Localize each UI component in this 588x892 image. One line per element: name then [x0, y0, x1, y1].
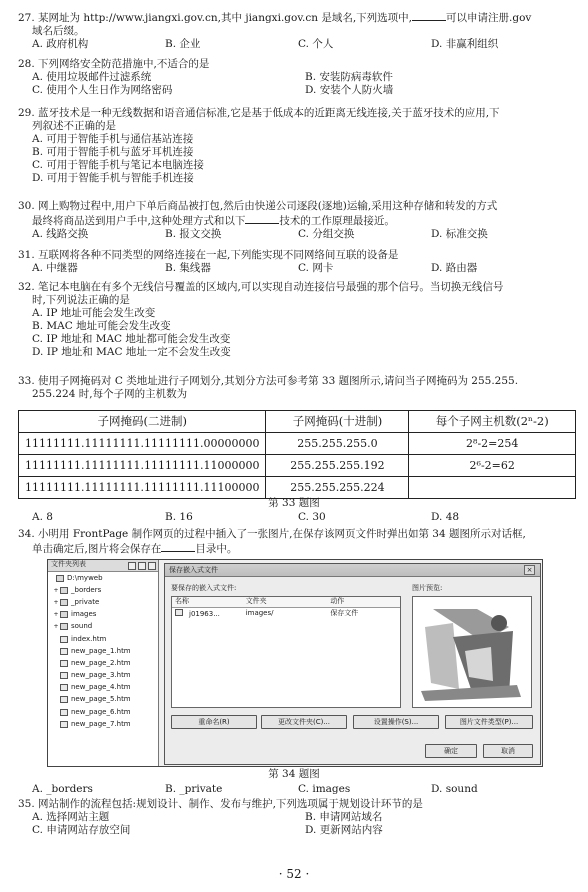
option-d: D. 可用于智能手机与智能手机连接: [32, 172, 194, 184]
change-folder-button[interactable]: 更改文件夹(C)...: [261, 715, 347, 729]
option-d: D. 48: [431, 511, 460, 523]
option-a: A. 可用于智能手机与通信基站连接: [32, 133, 194, 145]
figure-34-caption: 第 34 题图: [268, 768, 320, 780]
table-header: 子网掩码(二进制): [19, 411, 266, 433]
embedded-files-label: 要保存的嵌入式文件:: [171, 584, 237, 592]
question-28: [18, 58, 578, 97]
question-30-stem-2: 最终将商品送到用户手中,这种处理方式和以下: [32, 215, 246, 227]
question-35: [18, 798, 578, 837]
tree-item[interactable]: [48, 633, 158, 645]
folder-icon: [60, 599, 68, 606]
folder-icon: [60, 623, 68, 630]
tree-item-label: new_page_7.htm: [71, 719, 131, 728]
folder-icon: [60, 587, 68, 594]
rename-button[interactable]: 重命名(R): [171, 715, 257, 729]
image-file-icon: [175, 609, 183, 616]
expand-toggle[interactable]: +: [53, 611, 59, 619]
table-cell: 255.255.255.192: [266, 455, 409, 477]
expand-toggle[interactable]: +: [53, 586, 59, 594]
table-cell: 11111111.11111111.11111111.00000000: [19, 433, 266, 455]
answer-blank: [412, 10, 446, 21]
tree-item[interactable]: [48, 645, 158, 657]
tree-item[interactable]: [48, 694, 158, 706]
tree-item[interactable]: [48, 621, 158, 633]
cancel-button[interactable]: 取消: [483, 744, 533, 758]
tree-item[interactable]: [48, 718, 158, 730]
option-b: B. 可用于智能手机与蓝牙耳机连接: [32, 146, 194, 158]
question-33-options: [18, 511, 578, 524]
web-page-icon: [60, 660, 68, 667]
expand-toggle[interactable]: +: [53, 598, 59, 606]
question-31-stem: 31. 互联网将各种不同类型的网络连接在一起,下列能实现不同网络间互联的设备是: [18, 249, 399, 261]
tree-item[interactable]: [48, 572, 158, 584]
web-page-icon: [60, 721, 68, 728]
list-item[interactable]: [172, 608, 400, 619]
option-d: D. 标准交换: [431, 228, 488, 240]
close-icon[interactable]: [148, 562, 156, 570]
question-29-stem-1: 29. 蓝牙技术是一种无线数据和语音通信标准,它是基于低成本的近距离无线连接,关于蓝牙技术的应用,下: [18, 107, 500, 119]
option-d: D. 更新网站内容: [305, 824, 383, 836]
column-name[interactable]: 名称: [175, 597, 189, 605]
tree-item[interactable]: [48, 670, 158, 682]
question-30: [18, 200, 578, 241]
picture-preview-label: 图片预览:: [412, 584, 443, 592]
tree-item[interactable]: [48, 657, 158, 669]
question-27-stem-3: 域名后缀。: [32, 25, 85, 37]
tree-item-label: new_page_1.htm: [71, 646, 131, 655]
file-folder: images/: [245, 609, 274, 617]
tree-item-label: index.htm: [71, 634, 107, 643]
question-30-stem-1: 30. 网上购物过程中,用户下单后商品被打包,然后由快递公司逐段(逐地)运输,采用这种存储和转发的方式: [18, 200, 498, 212]
question-28-stem: 28. 下列网络安全防范措施中,不适合的是: [18, 58, 210, 70]
question-34-options: [18, 783, 578, 796]
table-header: 子网掩码(十进制): [266, 411, 409, 433]
tree-item[interactable]: [48, 706, 158, 718]
page-number: · 52 ·: [278, 867, 310, 881]
question-34-stem-3: 目录中。: [195, 543, 238, 555]
tree-item-label: new_page_2.htm: [71, 658, 131, 667]
tree-item[interactable]: [48, 584, 158, 596]
dialog-close-button[interactable]: ×: [524, 565, 535, 575]
table-cell: 11111111.11111111.11111111.11000000: [19, 455, 266, 477]
question-27-options: [18, 38, 578, 51]
option-a: A. IP 地址可能会发生改变: [32, 307, 156, 319]
table-cell: [409, 477, 576, 499]
web-page-icon: [60, 684, 68, 691]
option-b: B. 集线器: [165, 262, 211, 274]
web-page-icon: [60, 648, 68, 655]
folder-icon: [60, 611, 68, 618]
tree-item[interactable]: [48, 596, 158, 608]
web-page-icon: [60, 672, 68, 679]
option-b: B. _private: [165, 783, 223, 795]
question-32: [18, 281, 578, 359]
option-b: B. 16: [165, 511, 193, 523]
list-header: [172, 597, 400, 608]
answer-blank: [161, 541, 195, 552]
tree-item-label: new_page_5.htm: [71, 695, 131, 704]
table-cell: 11111111.11111111.11111111.11100000: [19, 477, 266, 499]
option-c: C. IP 地址和 MAC 地址都可能会发生改变: [32, 333, 231, 345]
option-b: B. 企业: [165, 38, 201, 50]
file-action: 保存文件: [330, 609, 359, 617]
tree-item-label: sound: [71, 622, 93, 631]
tree-item-label: D:\myweb: [67, 573, 103, 582]
question-34-stem-2: 单击确定后,图片将会保存在: [32, 543, 162, 555]
option-a: A. 线路交换: [32, 228, 89, 240]
option-a: A. 8: [32, 511, 53, 523]
tree-item-label: new_page_4.htm: [71, 683, 131, 692]
folder-tree: [48, 572, 158, 730]
option-c: C. 分组交换: [298, 228, 355, 240]
table-cell: 255.255.255.0: [266, 433, 409, 455]
dialog-title: 保存嵌入式文件: [169, 566, 218, 574]
question-27-stem-2: 可以申请注册.gov: [446, 12, 532, 24]
save-embedded-files-dialog: [164, 563, 541, 765]
question-33-stem-2: 255.224 时,每个子网的主机数为: [32, 388, 188, 400]
subnet-mask-table: [18, 410, 576, 499]
answer-blank: [245, 213, 279, 224]
option-c: C. 30: [298, 511, 326, 523]
option-d: D. sound: [431, 783, 478, 795]
tree-item-label: new_page_6.htm: [71, 707, 131, 716]
option-a: A. 选择网站主题: [32, 811, 110, 823]
web-page-icon: [60, 696, 68, 703]
option-a: A. 中继器: [32, 262, 78, 274]
table-cell: 2⁶-2=62: [409, 455, 576, 477]
question-27: [18, 10, 578, 51]
option-b: B. 报文交换: [165, 228, 222, 240]
question-27-stem-1: 27. 某网址为 http://www.jiangxi.gov.cn,其中 jiangxi.gov.cn 是域名,下列选项中,: [18, 12, 413, 24]
picture-file-type-button[interactable]: 图片文件类型(P)...: [445, 715, 533, 729]
option-c: C. images: [298, 783, 351, 795]
picture-preview: [412, 596, 532, 708]
question-32-stem-1: 32. 笔记本电脑在有多个无线信号覆盖的区域内,可以实现自动连接信号最强的那个信号。当切换无线信号: [18, 281, 504, 293]
new-folder-icon[interactable]: [128, 562, 136, 570]
preview-clipart-image: [413, 597, 531, 707]
file-name: j01963...: [189, 609, 220, 618]
table-row: [19, 477, 576, 499]
question-33-stem-1: 33. 使用子网掩码对 C 类地址进行子网划分,其划分方法可参考第 33 题图所示,请问当子网掩码为 255.255.: [18, 375, 519, 387]
option-d: D. 非赢利组织: [431, 38, 499, 50]
table-header-row: [19, 411, 576, 433]
option-b: B. 安装防病毒软件: [305, 71, 393, 83]
question-34-stem-1: 34. 小明用 FrontPage 制作网页的过程中插入了一张图片,在保存该网页文件时弹出如第 34 题图所示对话框,: [18, 528, 526, 540]
folder-list-title: 文件夹列表: [51, 560, 86, 568]
web-page-icon: [60, 709, 68, 716]
option-c: C. 个人: [298, 38, 334, 50]
set-action-button[interactable]: 设置操作(S)...: [353, 715, 439, 729]
frontpage-screenshot: [47, 559, 543, 767]
table-row: [19, 433, 576, 455]
option-c: C. 网卡: [298, 262, 334, 274]
option-c: C. 可用于智能手机与笔记本电脑连接: [32, 159, 204, 171]
option-a: A. _borders: [32, 783, 93, 795]
option-d: D. 路由器: [431, 262, 478, 274]
option-b: B. MAC 地址可能会发生改变: [32, 320, 171, 332]
option-a: A. 使用垃圾邮件过滤系统: [32, 71, 152, 83]
option-b: B. 申请网站域名: [305, 811, 383, 823]
option-a: A. 政府机构: [32, 38, 89, 50]
question-35-stem: 35. 网站制作的流程包括:规划设计、制作、发布与维护,下列选项属于规划设计环节的是: [18, 798, 423, 810]
question-29: [18, 107, 578, 185]
option-d: D. IP 地址和 MAC 地址一定不会发生改变: [32, 346, 231, 358]
panel-menu-icon[interactable]: [138, 562, 146, 570]
tree-item-label: _private: [71, 597, 100, 606]
option-d: D. 安装个人防火墙: [305, 84, 394, 96]
question-30-stem-3: 技术的工作原理最接近。: [279, 215, 395, 227]
option-c: C. 申请网站存放空间: [32, 824, 131, 836]
question-29-stem-2: 列叙述不正确的是: [32, 120, 116, 132]
question-31: [18, 249, 578, 275]
question-32-stem-2: 时,下列说法正确的是: [32, 294, 130, 306]
tree-item-label: new_page_3.htm: [71, 671, 131, 680]
column-action[interactable]: 动作: [330, 597, 345, 605]
question-33: [18, 375, 578, 401]
tree-item[interactable]: [48, 609, 158, 621]
ok-button[interactable]: 确定: [425, 744, 477, 758]
expand-toggle[interactable]: +: [53, 623, 59, 631]
folder-list-panel: [48, 560, 159, 766]
web-page-icon: [60, 636, 68, 643]
table-cell: 2⁸-2=254: [409, 433, 576, 455]
figure-33-caption: 第 33 题图: [268, 497, 320, 509]
column-folder[interactable]: 文件夹: [245, 597, 267, 605]
question-34: [18, 528, 578, 556]
table-cell: 255.255.255.224: [266, 477, 409, 499]
table-row: [19, 455, 576, 477]
table-header: 每个子网主机数(2ⁿ-2): [409, 411, 576, 433]
tree-item-label: _borders: [71, 585, 102, 594]
tree-item-label: images: [71, 610, 97, 619]
folder-icon: [56, 575, 64, 582]
tree-item[interactable]: [48, 682, 158, 694]
option-c: C. 使用个人生日作为网络密码: [32, 84, 173, 96]
embedded-files-list[interactable]: [171, 596, 401, 708]
